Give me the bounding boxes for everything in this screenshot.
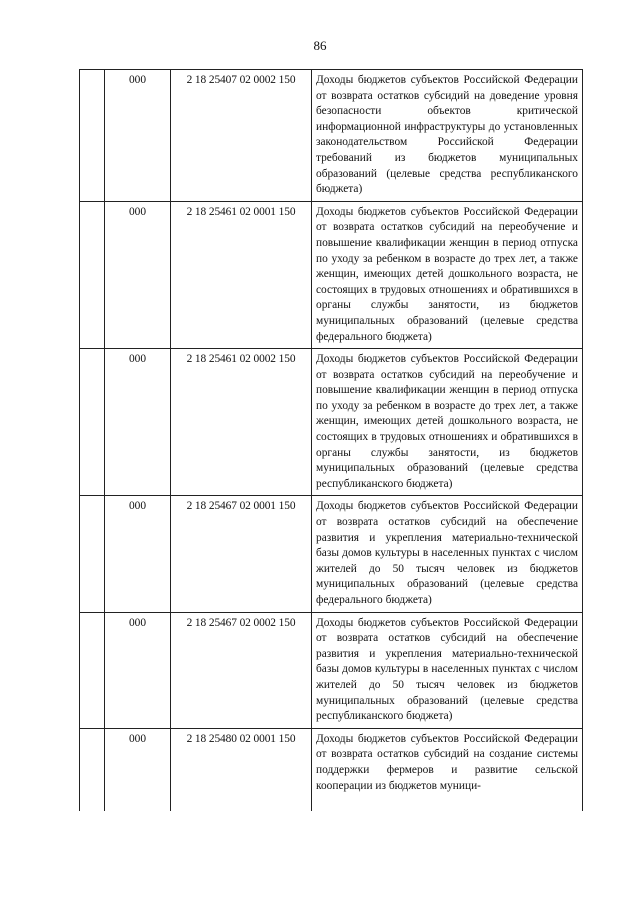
description-cell	[312, 728, 583, 811]
table-row	[80, 496, 583, 612]
budget-code-cell: 2 18 25407 02 0002 150	[171, 70, 312, 202]
description-text: Доходы бюджетов субъектов Российской Федерации от возврата остатков субсидий на переобучение и повышение квалификации женщин в период отпуска по уходу за ребенком в возрасте до трех лет, а также женщин, имеющих детей дошкольного возраста, не состоящих в трудовых отношениях и обратившихся в органы службы занятости, из бюджетов муниципальных образований (целевые средства республиканского бюджета)	[316, 353, 578, 490]
admin-code-cell: 000	[105, 496, 171, 612]
budget-classification-table	[79, 69, 583, 811]
blank-cell	[80, 70, 105, 202]
table-row	[80, 728, 583, 811]
table-row	[80, 70, 583, 202]
budget-code-cell: 2 18 25461 02 0001 150	[171, 201, 312, 348]
blank-cell	[80, 201, 105, 348]
admin-code-cell: 000	[105, 70, 171, 202]
admin-code-cell: 000	[105, 349, 171, 496]
blank-cell	[80, 612, 105, 728]
description-cell	[312, 70, 583, 202]
blank-cell	[80, 728, 105, 811]
budget-code-cell: 2 18 25467 02 0002 150	[171, 612, 312, 728]
blank-cell	[80, 496, 105, 612]
budget-code-cell: 2 18 25467 02 0001 150	[171, 496, 312, 612]
description-cell	[312, 496, 583, 612]
description-cell	[312, 612, 583, 728]
page-number: 86	[313, 38, 327, 53]
table-row	[80, 201, 583, 348]
description-text: Доходы бюджетов субъектов Российской Федерации от возврата остатков субсидий на создание системы поддержки фермеров и развитие сельской кооперации из бюджетов муници-	[316, 732, 578, 792]
description-cell	[312, 349, 583, 496]
table-row	[80, 612, 583, 728]
admin-code-cell: 000	[105, 728, 171, 811]
admin-code-cell: 000	[105, 612, 171, 728]
blank-cell	[80, 349, 105, 496]
budget-code-cell: 2 18 25461 02 0002 150	[171, 349, 312, 496]
description-text: Доходы бюджетов субъектов Российской Федерации от возврата остатков субсидий на обеспечение развития и укрепления материально-технической базы домов культуры в населенных пунктах с числом жителей до 50 тысяч человек из бюджетов муниципальных образований (целевые средства республиканского бюджета)	[316, 616, 578, 723]
description-cell	[312, 201, 583, 348]
budget-code-cell: 2 18 25480 02 0001 150	[171, 728, 312, 811]
description-text: Доходы бюджетов субъектов Российской Федерации от возврата остатков субсидий на обеспечение развития и укрепления материально-технической базы домов культуры в населенных пунктах с числом жителей до 50 тысяч человек из бюджетов муниципальных образований (целевые средства федерального бюджета)	[316, 500, 578, 606]
table-row	[80, 349, 583, 496]
description-text: Доходы бюджетов субъектов Российской Федерации от возврата остатков субсидий на доведение уровня безопасности объектов критической информационной инфраструктуры до установленных законодательством Российской Федерации требований из бюджетов муниципальных образований (целевые средства республиканского бюджета)	[316, 74, 578, 196]
description-text: Доходы бюджетов субъектов Российской Федерации от возврата остатков субсидий на переобучение и повышение квалификации женщин в период отпуска по уходу за ребенком в возрасте до трех лет, а также женщин, имеющих детей дошкольного возраста, не состоящих в трудовых отношениях и обратившихся в органы службы занятости, из бюджетов муниципальных образований (целевые средства федерального бюджета)	[316, 205, 578, 343]
admin-code-cell: 000	[105, 201, 171, 348]
